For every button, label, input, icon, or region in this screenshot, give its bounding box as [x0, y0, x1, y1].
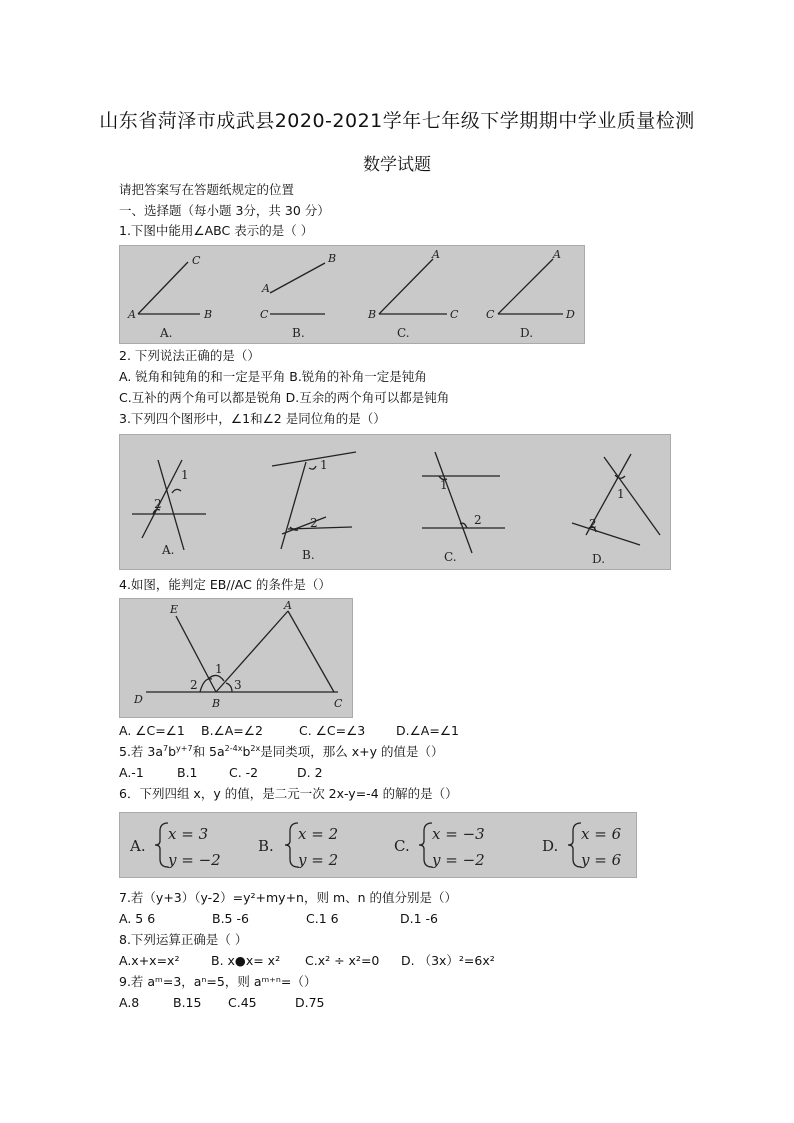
q4-figure — [119, 598, 353, 718]
q8-option-b: B. x●x= x² — [211, 953, 281, 968]
q4-point-a: A — [284, 599, 292, 612]
q3b-angle1: 1 — [320, 458, 328, 472]
q7-option-a: A. 5 6 — [119, 911, 156, 926]
q1b-point-b: B — [328, 252, 337, 265]
q4-point-e: E — [170, 603, 179, 616]
q9-option-a: A.8 — [119, 995, 140, 1010]
q1-figure — [119, 245, 585, 344]
q5-text-1: 5.若 3a — [119, 744, 164, 759]
q1c-point-c: C — [450, 308, 459, 321]
q3-stem: 3.下列四个图形中，∠1和∠2 是同位角的是（） — [119, 411, 386, 426]
q1a-point-c: C — [192, 254, 201, 267]
q9-option-c: C.45 — [228, 995, 257, 1010]
q3c-angle2: 2 — [474, 513, 482, 527]
q4-stem: 4.如图，能判定 EB//AC 的条件是（） — [119, 577, 331, 592]
q3d-angle1: 1 — [617, 487, 625, 501]
q6-d-x: x = 6 — [581, 825, 622, 843]
q1-caption-d: D. — [520, 326, 534, 340]
q1d-point-c: C — [486, 308, 495, 321]
q7-options — [119, 911, 438, 927]
q1d-point-a: A — [553, 248, 561, 261]
q4-angle1: 1 — [215, 662, 223, 676]
q3a-angle2: 2 — [154, 497, 162, 511]
q1a-point-b: B — [204, 308, 213, 321]
q9-option-b: B.15 — [173, 995, 202, 1010]
q1-caption-c: C. — [397, 326, 410, 340]
q5-option-b: B.1 — [177, 765, 198, 780]
q7-stem: 7.若（y+3）（y-2）=y²+my+n，则 m、n 的值分别是（） — [119, 890, 458, 905]
q4-angle2: 2 — [190, 678, 198, 692]
q5-text-4: b — [242, 744, 251, 759]
q7-option-d: D.1 -6 — [400, 911, 438, 926]
q6-label-a: A. — [130, 837, 146, 855]
q4-options — [119, 723, 459, 739]
q6-stem: 6．下列四组 x，y 的值，是二元一次 2x-y=-4 的解的是（） — [119, 786, 458, 801]
q3-caption-b: B. — [302, 548, 315, 562]
q6-a-x: x = 3 — [168, 825, 209, 843]
q3-caption-a: A. — [162, 543, 175, 557]
q5-text-2: b — [168, 744, 177, 759]
q6-b-x: x = 2 — [298, 825, 339, 843]
q6-figure — [119, 812, 637, 878]
q1c-point-a: A — [432, 248, 440, 261]
q5-exp-4: 2x — [250, 744, 261, 753]
q4-point-b: B — [212, 697, 221, 710]
q5-option-a: A.-1 — [119, 765, 144, 780]
page-title: 山东省菏泽市成武县2020-2021学年七年级下学期期中学业质量检测 — [99, 110, 695, 132]
q8-option-d: D. （3x）²=6x² — [401, 953, 495, 968]
q9-options — [119, 995, 325, 1011]
q6-d-y: y = 6 — [581, 851, 622, 869]
q1-stem: 1.下图中能用∠ABC 表示的是（ ） — [119, 223, 314, 238]
q4-figure-svg — [120, 599, 352, 717]
q6-c-y: y = −2 — [432, 851, 485, 869]
q5-options — [119, 765, 323, 781]
q8-stem: 8.下列运算正确是（ ） — [119, 932, 248, 947]
page-subtitle: 数学试题 — [363, 155, 431, 175]
q4-option-d: D.∠A=∠1 — [396, 723, 459, 738]
q8-option-a: A.x+x=x² — [119, 953, 180, 968]
q5-text-3: 和 5a — [192, 744, 225, 759]
q5-option-c: C. -2 — [229, 765, 259, 780]
q5-exp-2: y+7 — [176, 744, 193, 753]
q1b-point-a: A — [262, 282, 270, 295]
q5-exp-1: 7 — [163, 744, 169, 753]
q1a-point-a: A — [128, 308, 136, 321]
q1-caption-b: B. — [292, 326, 305, 340]
q6-label-b: B. — [258, 837, 274, 855]
q7-option-c: C.1 6 — [306, 911, 339, 926]
q2-options-line2: C.互补的两个角可以都是锐角 D.互余的两个角可以都是钝角 — [119, 390, 450, 405]
q3-figure — [119, 434, 671, 570]
q5-text-5: 是同类项，那么 x+y 的值是（） — [260, 744, 444, 759]
q3-figure-svg — [120, 435, 670, 569]
q6-c-x: x = −3 — [432, 825, 485, 843]
q4-angle3: 3 — [234, 678, 242, 692]
q5-stem — [119, 744, 443, 760]
q4-option-b: B.∠A=∠2 — [201, 723, 263, 738]
q6-label-c: C. — [394, 837, 410, 855]
q7-option-b: B.5 -6 — [212, 911, 249, 926]
q3b-angle2: 2 — [310, 516, 318, 530]
q3d-angle2: 2 — [589, 517, 597, 531]
q6-figure-svg — [120, 813, 636, 877]
q3c-angle1: 1 — [440, 478, 448, 492]
q9-option-d: D.75 — [295, 995, 325, 1010]
q4-point-d: D — [134, 693, 143, 706]
q3a-angle1: 1 — [181, 468, 189, 482]
q5-option-d: D. 2 — [297, 765, 323, 780]
q4-option-c: C. ∠C=∠3 — [299, 723, 366, 738]
q8-options — [119, 953, 495, 969]
q2-options-line1: A. 锐角和钝角的和一定是平角 B.锐角的补角一定是钝角 — [119, 369, 427, 384]
q8-option-c: C.x² ÷ x²=0 — [305, 953, 380, 968]
q2-stem: 2. 下列说法正确的是（） — [119, 348, 260, 363]
q3-caption-d: D. — [592, 552, 606, 566]
section-heading: 一、选择题（每小题 3分，共 30 分） — [119, 203, 330, 218]
q1d-point-d: D — [566, 308, 575, 321]
q1-caption-a: A. — [160, 326, 173, 340]
q4-point-c: C — [334, 697, 343, 710]
q1b-point-c: C — [260, 308, 269, 321]
q6-a-y: y = −2 — [168, 851, 221, 869]
q5-exp-3: 2-4x — [224, 744, 243, 753]
q1-figure-svg — [120, 246, 584, 343]
q9-stem: 9.若 aᵐ=3，aⁿ=5，则 aᵐ⁺ⁿ=（） — [119, 974, 317, 989]
answer-notice: 请把答案写在答题纸规定的位置 — [119, 182, 295, 197]
q4-option-a: A. ∠C=∠1 — [119, 723, 185, 738]
q1c-point-b: B — [368, 308, 377, 321]
q3-caption-c: C. — [444, 550, 457, 564]
q6-label-d: D. — [542, 837, 559, 855]
q6-b-y: y = 2 — [298, 851, 339, 869]
